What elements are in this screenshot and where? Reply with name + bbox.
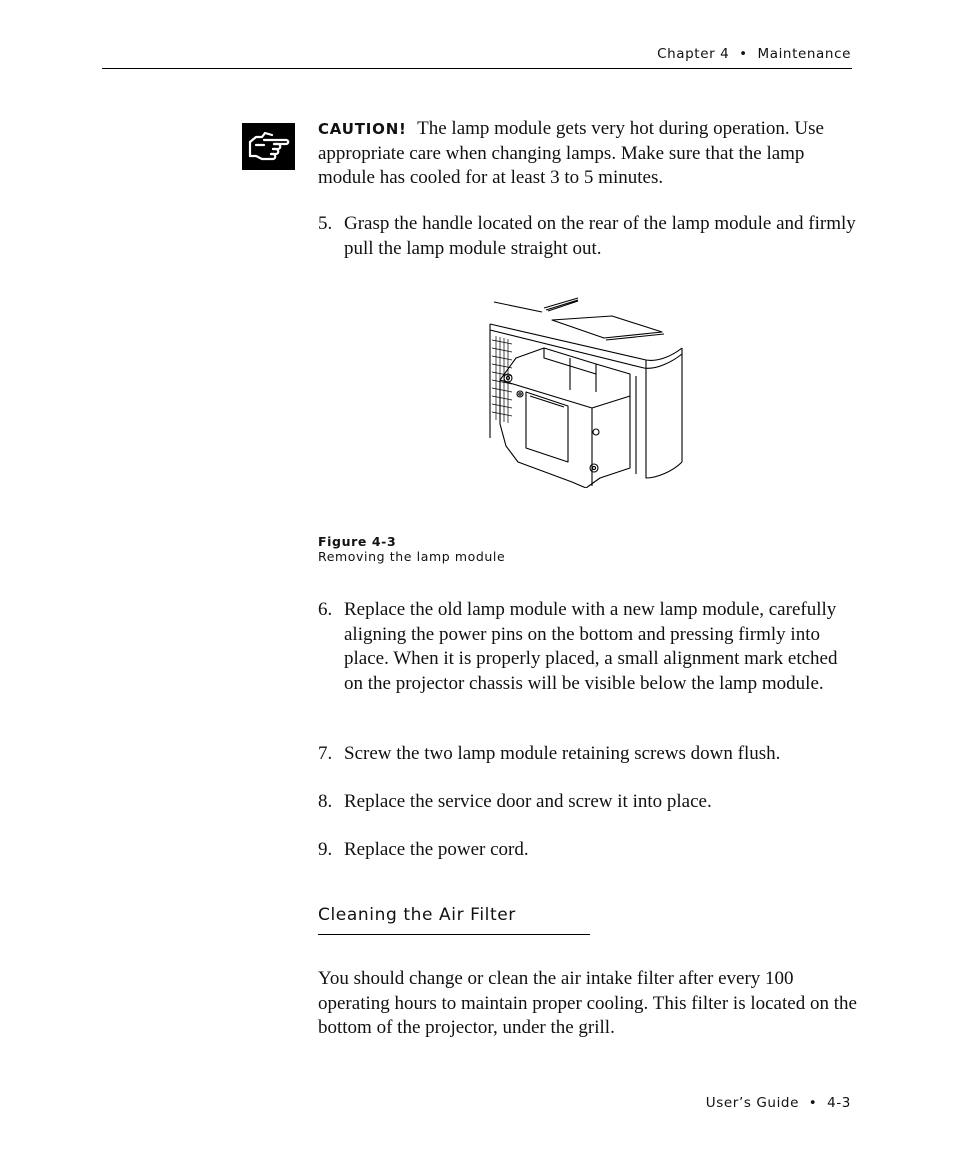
section-heading: Cleaning the Air Filter — [318, 905, 516, 925]
step-number: 5. — [318, 213, 333, 234]
list-item-step-7 — [318, 742, 858, 767]
list-item-step-5 — [318, 212, 858, 261]
caution-paragraph — [318, 117, 858, 191]
running-head: Chapter 4 • Maintenance — [657, 46, 851, 62]
step-text: Grasp the handle located on the rear of the lamp module and firmly pull the lamp module straight out. — [344, 213, 856, 259]
step-text: Replace the power cord. — [344, 839, 529, 860]
page-footer-folio: User’s Guide • 4-3 — [705, 1095, 851, 1111]
caution-text: The lamp module gets very hot during operation. Use appropriate care when changing lamps. Make sure that the lamp module has cooled for at least 3 to 5 minutes. — [318, 118, 824, 188]
section-heading-rule — [318, 934, 590, 935]
caution-label: CAUTION! — [318, 120, 407, 138]
figure-title: Removing the lamp module — [318, 549, 506, 564]
list-item-step-8 — [318, 790, 858, 815]
step-text: Screw the two lamp module retaining screws down flush. — [344, 743, 781, 764]
list-item-step-9 — [318, 838, 858, 863]
step-text: Replace the service door and screw it into place. — [344, 791, 712, 812]
step-number: 6. — [318, 599, 333, 620]
figure-label: Figure 4-3 — [318, 534, 397, 549]
list-item-step-6 — [318, 598, 858, 696]
lamp-module-removal-illustration — [486, 296, 684, 488]
step-number: 9. — [318, 839, 333, 860]
step-number: 8. — [318, 791, 333, 812]
step-number: 7. — [318, 743, 333, 764]
header-rule — [102, 68, 852, 69]
step-text: Replace the old lamp module with a new lamp module, carefully aligning the power pins on the bottom and pressing firmly into place. When it is properly placed, a small alignment mark etched on the projector chassis will be visible below the lamp module. — [344, 599, 838, 694]
pointing-hand-icon — [242, 123, 295, 170]
figure-caption — [318, 534, 505, 564]
section-paragraph: You should change or clean the air intake filter after every 100 operating hours to maintain proper cooling. This filter is located on the bottom of the projector, under the grill. — [318, 968, 857, 1038]
